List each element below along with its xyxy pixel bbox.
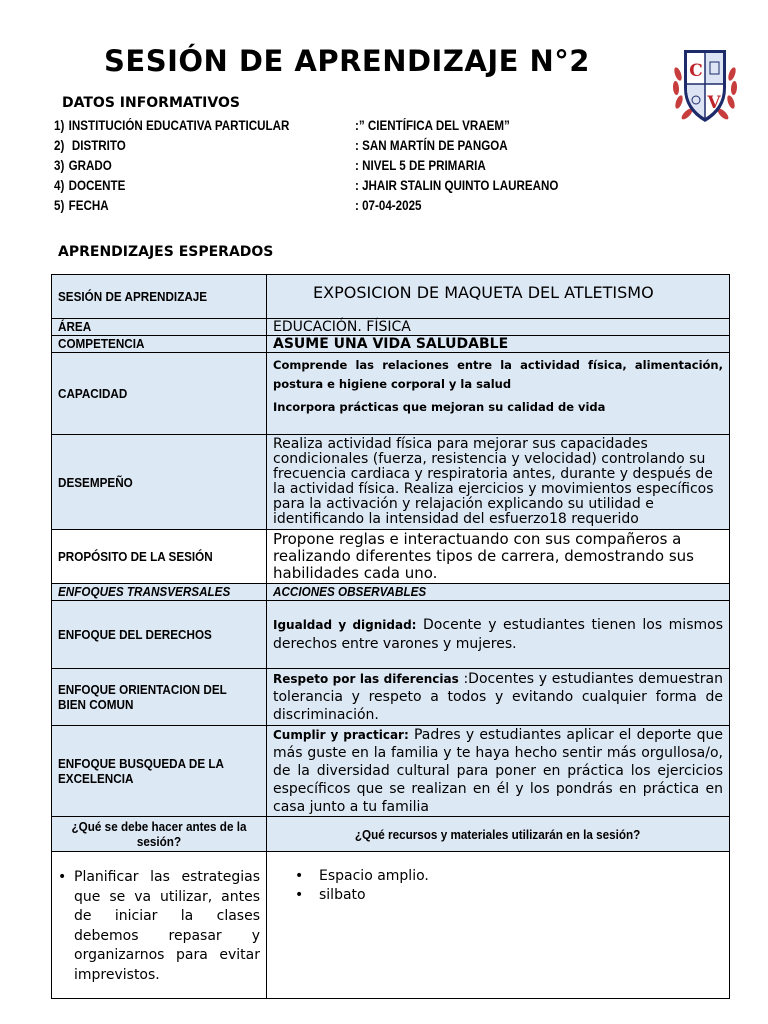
bien-comun-value: Respeto por las diferencias :Docentes y estudiantes demuestran tolerancia y respeto a todos y evitando cualquier forma de discriminación. (267, 669, 730, 726)
table-row (52, 275, 730, 319)
table-row (52, 601, 730, 669)
recursos-list (295, 867, 723, 905)
aprendizajes-heading: APRENDIZAJES ESPERADOS (58, 244, 274, 260)
desempeno-value: Realiza actividad física para mejorar sus capacidades condicionales (fuerza, resistencia y velocidad) controlando su frecuencia cardiaca y respiratoria antes, durante y después de la actividad física. Realiza ejercicios y movimientos específicos para la activación y relajación explicando su utilidad e identificando la intensidad del esfuerzo18 requerido (267, 435, 730, 530)
list-item: • Planificar las estrategias que se va utilizar, antes de iniciar la clases debemos repasar y organizarnos para evitar imprevistos. (58, 868, 260, 985)
proposito-value: Propone reglas e interactuando con sus compañeros a realizando diferentes tipos de carrera, demostrando sus habilidades cada uno. (267, 530, 730, 584)
acciones-label: ACCIONES OBSERVABLES (267, 584, 730, 601)
competencia-label: COMPETENCIA (52, 336, 267, 353)
datos-row: 4) DOCENTE : JHAIR STALIN QUINTO LAUREANO (54, 178, 559, 193)
derechos-label: ENFOQUE DEL DERECHOS (52, 601, 267, 669)
sesion-value: EXPOSICION DE MAQUETA DEL ATLETISMO (267, 275, 730, 319)
datos-list (54, 116, 558, 216)
svg-text:V: V (707, 93, 721, 113)
table-row (52, 852, 730, 999)
datos-row: 1) INSTITUCIÓN EDUCATIVA PARTICULAR :” CIENTÍFICA DEL VRAEM” (54, 118, 510, 133)
table-row (52, 584, 730, 601)
list-item: • Espacio amplio. (295, 867, 723, 886)
derechos-value: Igualdad y dignidad: Docente y estudiantes tienen los mismos derechos entre varones y mujeres. (267, 601, 730, 669)
capacidad-text: Incorpora prácticas que mejoran su calidad de vida (273, 400, 606, 414)
list-item: • silbato (295, 886, 723, 905)
recursos-label: ¿Qué recursos y materiales utilizarán en la sesión? (267, 817, 730, 852)
antes-cell (52, 852, 267, 999)
datos-heading: DATOS INFORMATIVOS (62, 95, 240, 111)
capacidad-label: CAPACIDAD (52, 353, 267, 435)
excelencia-value: Cumplir y practicar: Padres y estudiantes aplicar el deporte que más guste en la familia y te haya hecho sentir más orgullosa/o, de la diversidad cultural para poner en práctica los ejercicios específicos que se realizan en él y los pondrás en práctica en casa junto a tu familia (267, 726, 730, 817)
capacidad-text: Comprende las relaciones entre la actividad física, alimentación, postura e higiene corporal y la salud (273, 358, 723, 391)
datos-row: 5) FECHA : 07-04-2025 (54, 198, 422, 213)
enfoques-label: ENFOQUES TRANSVERSALES (52, 584, 267, 601)
antes-label: ¿Qué se debe hacer antes de la sesión? (52, 817, 267, 852)
antes-list (58, 868, 260, 985)
table-row (52, 319, 730, 336)
school-crest-logo (672, 44, 738, 126)
datos-row: 2) DISTRITO : SAN MARTÍN DE PANGOA (54, 138, 508, 153)
sesion-label: SESIÓN DE APRENDIZAJE (52, 275, 267, 319)
excelencia-label: ENFOQUE BUSQUEDA DE LA EXCELENCIA (52, 726, 267, 817)
capacidad-value (267, 353, 730, 435)
table-row (52, 353, 730, 435)
table-row (52, 817, 730, 852)
table-row (52, 530, 730, 584)
area-value: EDUCACIÓN. FÍSICA (267, 319, 730, 336)
table-row (52, 435, 730, 530)
area-label: ÁREA (52, 319, 267, 336)
table-row (52, 336, 730, 353)
proposito-label: PROPÓSITO DE LA SESIÓN (52, 530, 267, 584)
desempeno-label: DESEMPEÑO (52, 435, 267, 530)
svg-text:C: C (689, 61, 703, 81)
page-title: SESIÓN DE APRENDIZAJE N°2 (104, 44, 590, 78)
table-row (52, 726, 730, 817)
datos-row: 3) GRADO : NIVEL 5 DE PRIMARIA (54, 158, 486, 173)
recursos-cell (267, 852, 730, 999)
learning-table (51, 274, 730, 999)
competencia-value: ASUME UNA VIDA SALUDABLE (267, 336, 730, 353)
table-row (52, 669, 730, 726)
bien-comun-label: ENFOQUE ORIENTACION DEL BIEN COMUN (52, 669, 267, 726)
